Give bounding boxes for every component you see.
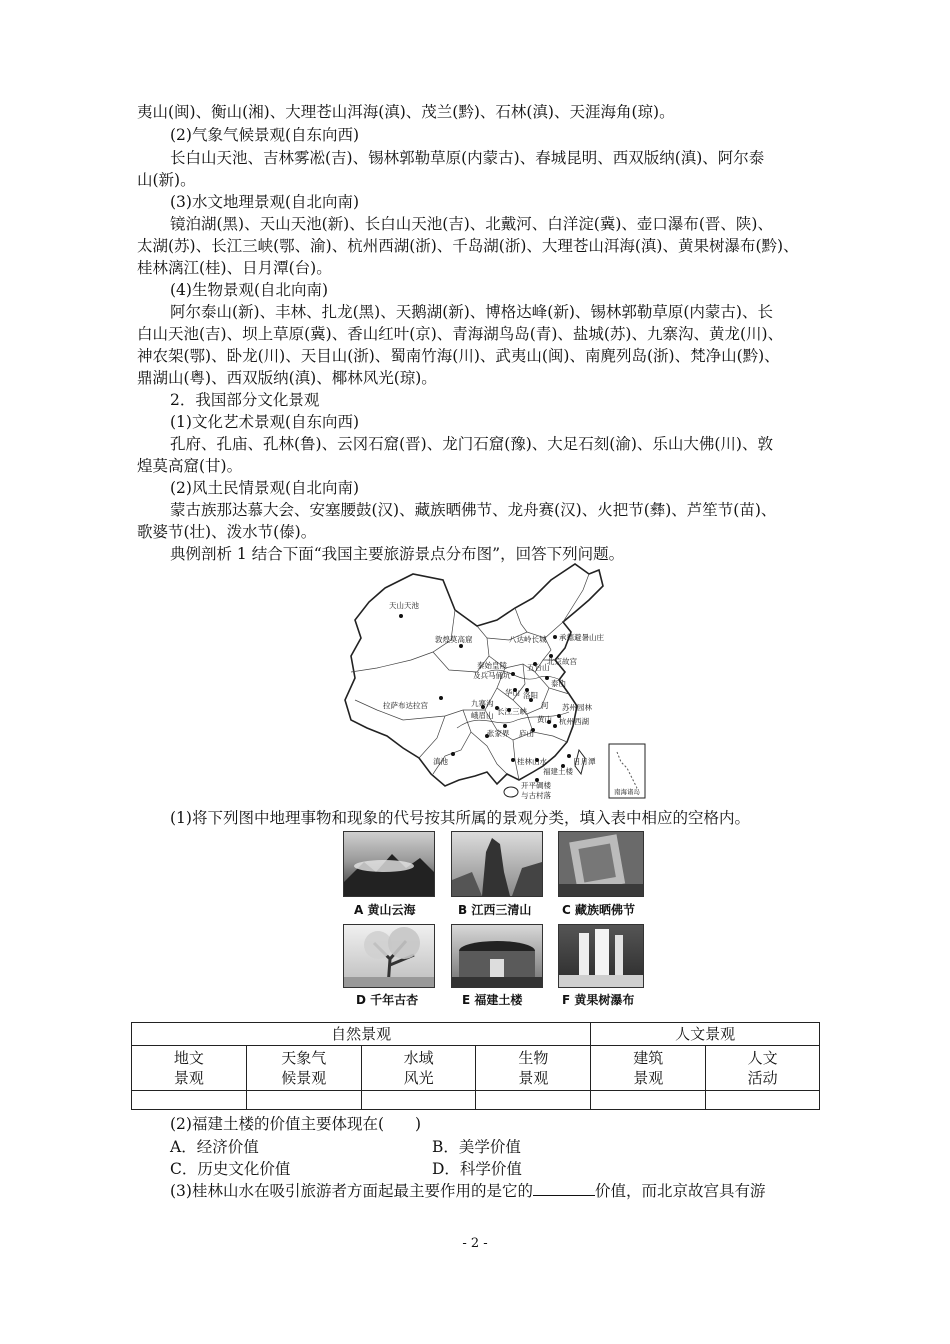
map-label: 庐山	[519, 729, 534, 738]
map-label: 承德避暑山庄	[559, 633, 604, 642]
natural-landscape-header: 自然景观	[132, 1023, 591, 1046]
map-label: 峨眉山	[471, 711, 494, 720]
subheading: (2)风土民情景观(自北向南)	[170, 479, 360, 497]
answer-cell[interactable]	[476, 1091, 591, 1110]
table-header-row	[132, 1023, 820, 1046]
hainan-island	[504, 787, 518, 797]
text-line: 歌婆节(壮)、泼水节(傣)。	[137, 523, 317, 541]
section-heading: 2．我国部分文化景观	[170, 391, 320, 409]
option-d: D．科学价值	[432, 1160, 522, 1178]
option-a: A．经济价值	[170, 1138, 259, 1156]
example-heading: 典例剖析 1 结合下面“我国主要旅游景点分布图”，回答下列问题。	[170, 545, 625, 563]
map-svg	[337, 560, 689, 804]
answer-cell[interactable]	[246, 1091, 361, 1110]
text-line: 鼎湖山(粤)、西双版纳(滇)、椰林风光(琼)。	[137, 369, 437, 387]
col-human-activity: 人文 活动	[706, 1046, 820, 1091]
text-line: 长白山天池、吉林雾凇(吉)、锡林郭勒草原(内蒙古)、春城昆明、西双版纳(滇)、阿尔泰	[170, 149, 765, 167]
text-line: 煌莫高窟(甘)。	[137, 457, 243, 475]
landscape-table	[131, 1022, 820, 1110]
map-label: 拉萨布达拉宫	[383, 701, 428, 710]
map-label: 南海诸岛	[614, 788, 640, 796]
answer-cell[interactable]	[361, 1091, 476, 1110]
text-line: 桂林漓江(桂)、日月潭(台)。	[137, 259, 332, 277]
china-tourism-map	[337, 560, 689, 804]
map-label: 与古村落	[521, 791, 551, 800]
map-label: 八达岭长城	[509, 635, 547, 644]
photo-caption: E 福建土楼	[462, 993, 523, 1007]
table-subheader-row	[132, 1046, 820, 1091]
photo-sanqingshan	[451, 831, 543, 897]
text-line: 夷山(闽)、衡山(湘)、大理苍山洱海(滇)、茂兰(黔)、石林(滇)、天涯海角(琼)。	[137, 103, 675, 121]
map-label: 张家界	[487, 729, 510, 738]
map-label: 敦煌莫高窟	[435, 635, 473, 644]
question-1: (1)将下列图中地理事物和现象的代号按其所属的景观分类，填入表中相应的空格内。	[170, 809, 750, 827]
map-label: 天山天池	[389, 601, 419, 610]
photo-caption: D 千年古杏	[356, 993, 419, 1007]
map-label: 黄山	[537, 715, 552, 724]
answer-blank[interactable]	[533, 1181, 595, 1196]
map-label: 开平碉楼	[521, 781, 551, 790]
col-biology: 生物 景观	[476, 1046, 591, 1091]
text-line: 镜泊湖(黑)、天山天池(新)、长白山天池(吉)、北戴河、白洋淀(冀)、壶口瀑布(晋、陕)、	[170, 215, 773, 233]
option-c: C．历史文化价值	[170, 1160, 291, 1178]
photo-caption: A 黄山云海	[354, 903, 416, 917]
col-weather: 天象气 候景观	[246, 1046, 361, 1091]
photo-caption: F 黄果树瀑布	[562, 993, 635, 1007]
col-landform: 地文 景观	[132, 1046, 247, 1091]
answer-cell[interactable]	[132, 1091, 247, 1110]
answer-cell[interactable]	[591, 1091, 706, 1110]
map-label: 泰山	[551, 679, 566, 688]
col-water: 水域 风光	[361, 1046, 476, 1091]
human-landscape-header: 人文景观	[591, 1023, 820, 1046]
map-label: 秦始皇陵	[477, 661, 507, 670]
map-label: 及兵马俑坑	[473, 671, 511, 680]
photo-fujian-tulou	[451, 924, 543, 988]
map-label: 日月潭	[573, 757, 596, 766]
table-answer-row	[132, 1091, 820, 1110]
answer-cell[interactable]	[706, 1091, 820, 1110]
map-label: 长江三峡	[497, 707, 527, 716]
option-b: B．美学价值	[432, 1138, 521, 1156]
subheading: (2)气象气候景观(自东向西)	[170, 126, 360, 144]
text-line: 阿尔泰山(新)、丰林、扎龙(黑)、天鹅湖(新)、博格达峰(新)、锡林郭勒草原(内蒙古)、长	[170, 303, 773, 321]
photo-ancient-apricot	[343, 924, 435, 988]
subheading: (3)水文地理景观(自北向南)	[170, 193, 360, 211]
map-label: 五台山	[527, 663, 550, 672]
text-line: 白山天池(吉)、坝上草原(冀)、香山红叶(京)、青海湖鸟岛(青)、盐城(苏)、九寨沟、黄龙(川)、	[137, 325, 784, 343]
subheading: (4)生物景观(自北向南)	[170, 281, 329, 299]
photo-caption: C 藏族晒佛节	[562, 903, 635, 917]
text-line: 蒙古族那达慕大会、安塞腰鼓(汉)、藏族晒佛节、龙舟赛(汉)、火把节(彝)、芦笙节(苗)、	[170, 501, 777, 519]
map-label: 华山	[505, 688, 520, 697]
map-label: 九寨沟	[471, 699, 494, 708]
photo-huangshan-clouds	[343, 831, 435, 897]
map-label: 洛阳	[523, 691, 538, 700]
question-2: (2)福建土楼的价值主要体现在( )	[170, 1115, 422, 1133]
photo-tibetan-buddha-festival	[558, 831, 644, 897]
map-label: 桂林山水	[517, 757, 547, 766]
col-architecture: 建筑 景观	[591, 1046, 706, 1091]
text-line: 太湖(苏)、长江三峡(鄂、渝)、杭州西湖(浙)、千岛湖(浙)、大理苍山洱海(滇)、黄果树瀑布(黔)、	[137, 237, 799, 255]
map-label: 北京故宫	[547, 657, 577, 666]
photo-huangguoshu-waterfall	[558, 924, 644, 988]
photo-caption: B 江西三清山	[458, 903, 532, 917]
map-label: 滇池	[433, 757, 448, 766]
text-line: 神农架(鄂)、卧龙(川)、天目山(浙)、蜀南竹海(川)、武夷山(闽)、南麂列岛(浙)、梵净山(黔)、	[137, 347, 780, 365]
text-line: 孔府、孔庙、孔林(鲁)、云冈石窟(晋)、龙门石窟(豫)、大足石刻(渝)、乐山大佛(川)、敦	[170, 435, 773, 453]
map-label: 苏州园林	[562, 703, 592, 712]
subheading: (1)文化艺术景观(自东向西)	[170, 413, 360, 431]
text-line: 山(新)。	[137, 171, 196, 189]
map-label: 福建土楼	[543, 767, 573, 776]
page-number: - 2 -	[462, 1236, 488, 1251]
map-label: 杭州西湖	[559, 717, 589, 726]
question-3: (3)桂林山水在吸引旅游者方面起最主要作用的是它的 价值，而北京故宫具有游	[170, 1182, 766, 1200]
map-label: 河	[541, 701, 549, 710]
